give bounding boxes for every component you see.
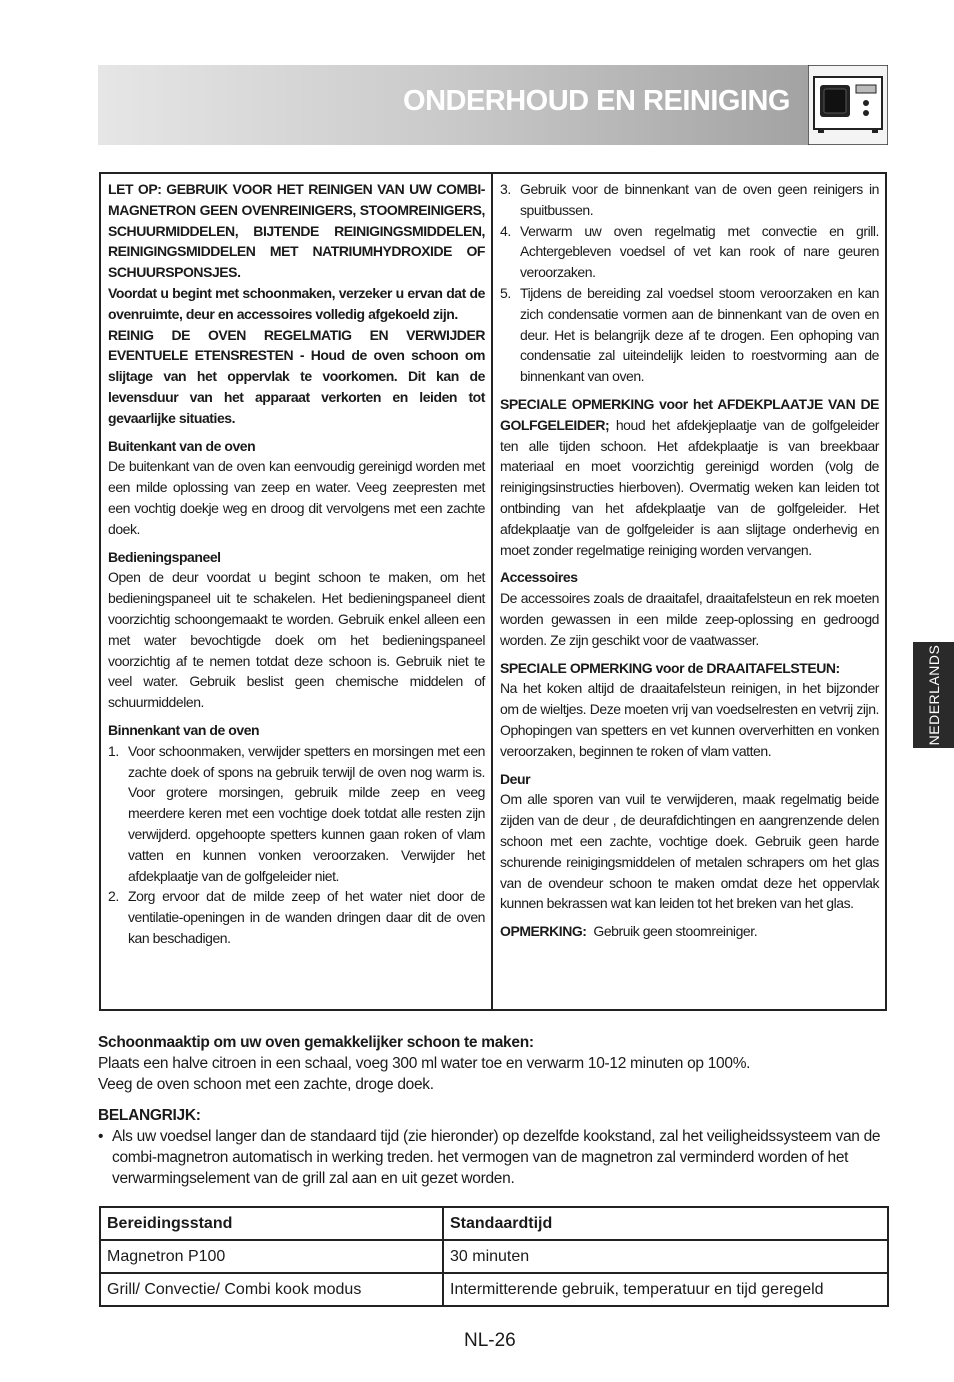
table-row [100, 1240, 888, 1273]
table-header-cell: Bereidingsstand [100, 1207, 443, 1240]
list-item: 1. Voor schoonmaken, verwijder spetters en morsingen met een zachte doek of spons na gebruik terwijl de oven nog warm is. Voor grotere morsingen, gebruik milde zeep en veeg meerdere keren met een vochtige doek totdat alle resten zijn verwijderd. opgehoopte spetters kunnen gaan roken of vlam vatten en kunnen vonken veroorzaken. Verwijder het afdekplaatje van de golfgeleider niet. [108, 742, 485, 884]
section-text-deur: Om alle sporen van vuil te verwijderen, maak regelmatig beide zijden van de deur , de deurafdichtingen en aangrenzende delen schoon met een zachte, vochtige doek. Gebruik geen harde schurende reinigingsmiddelen of metalen schrapers om het glas van de ovendeur schoon te maken omdat deze het oppervlak kunnen bekrassen wat kan leiden tot het breken van het glas. [500, 791, 879, 912]
binnenkant-list [108, 741, 485, 949]
turntable-note-text: Na het koken altijd de draaitafelsteun reinigen, in het bijzonder om de wieltjes. Deze moeten vrij van voedselresten en vetvrij zijn. Ophopingen van spetters en vet kunnen oververhitten en vonken veroorzaken, beginnen te roken of vlam vatten. [500, 680, 879, 759]
list-item: 2. Zorg ervoor dat de milde zeep of het water niet door de ventilatie-openingen in de wanden dringen daar dit de oven kan beschadigen. [108, 888, 485, 946]
section-title-accessoires: Accessoires [500, 569, 578, 586]
section-title-buitenkant: Buitenkant van de oven [108, 437, 256, 454]
table-cell: Magnetron P100 [100, 1240, 443, 1273]
opmerking-label: OPMERKING: [500, 923, 587, 940]
important-text: Als uw voedsel langer dan de standaard tijd (zie hieronder) op dezelfde kookstand, zal het veiligheidssysteem van de combi-magnetron automatisch in werking treden. het vermogen van de magnetron zal verminderd worden of het verwarmingselement van de grill zal aan en uit gezet worden. [112, 1128, 881, 1187]
binnenkant-list-continued [500, 179, 879, 387]
important-bullet [98, 1126, 890, 1189]
waveguide-note-title: SPECIALE OPMERKING voor het AFDEKPLAATJE VAN DE GOLFGELEIDER; [500, 395, 879, 433]
left-column [101, 174, 493, 1009]
language-tab-label: NEDERLANDS [925, 644, 942, 746]
section-text-accessoires: De accessoires zoals de draaitafel, draaitafelsteun en rek moeten worden gewassen in een milde zeep-oplossing en gedroogd worden. Ze zijn geschikt voor de vaatwasser. [500, 590, 879, 648]
tip-line-2: Veeg de oven schoon met een zachte, droge doek. [98, 1076, 434, 1093]
opmerking-text: Gebruik geen stoomreiniger. [593, 923, 758, 940]
section-text-buitenkant: De buitenkant van de oven kan eenvoudig gereinigd worden met een milde oplossing van zeep en water. Veeg zeepresten met een vochtig doekje weg en droog dit vervolgens met een zachte doek. [108, 458, 485, 537]
section-title-binnenkant: Binnenkant van de oven [108, 721, 260, 738]
language-tab [913, 642, 954, 748]
page-title: ONDERHOUD EN REINIGING [403, 85, 790, 117]
list-item: 4. Verwarm uw oven regelmatig met convectie en grill. Achtergebleven voedsel of vet kan rook of nare geuren veroorzaken. [500, 222, 879, 281]
content-box [99, 172, 887, 1011]
waveguide-note-text: houd het afdekjeplaatje van de golfgeleider ten alle tijden schoon. Het afdekplaatje is van breekbaar materiaal en moet voorzichtig gereinigd worden (volg de reinigingsinstructies hierboven). Overmatig weken kan leiden tot ontbinding van het afdekplaatje van de golfgeleider. Het afdekplaatje van de golfgeleider is aan slijtage onderhevig en moet zonder regelmatige reiniging worden vervangen. [500, 416, 879, 558]
section-title-deur: Deur [500, 770, 531, 787]
table-cell: Intermitterende gebruik, temperatuur en tijd geregeld [443, 1273, 888, 1306]
warning-cooling: Voordat u begint met schoonmaken, verzeker u ervan dat de ovenruimte, deur en accessoires volledig afgekoeld zijn. [108, 284, 485, 322]
page-number: NL-26 [464, 1330, 516, 1351]
table-header-cell: Standaardtijd [443, 1207, 888, 1240]
bullet-icon: • [98, 1128, 104, 1145]
table-row [100, 1273, 888, 1306]
section-title-bedieningspaneel: Bedieningspaneel [108, 548, 221, 565]
right-column [493, 174, 885, 1009]
warning-caps: LET OP: GEBRUIK VOOR HET REINIGEN VAN UW COMBI-MAGNETRON GEEN OVENREINIGERS, STOOMREINIGERS, SCHUURMIDDELEN, BIJTENDE REINIGINGSMIDDELEN, REINIGINGSMIDDELEN MET NATRIUMHYDROXIDE OF SCHUURSPONSJES. [108, 181, 485, 281]
tip-title: Schoonmaaktip om uw oven gemakkelijker schoon te maken: [98, 1034, 534, 1051]
opmerking [500, 921, 879, 942]
table-cell: 30 minuten [443, 1240, 888, 1273]
standard-time-table [99, 1206, 889, 1307]
page-header [98, 65, 888, 145]
list-item: 3. Gebruik voor de binnenkant van de oven geen reinigers in spuitbussen. [500, 181, 879, 218]
tip-line-1: Plaats een halve citroen in een schaal, voeg 300 ml water toe en verwarm 10-12 minuten op 100%. [98, 1055, 751, 1072]
waveguide-note [500, 394, 879, 560]
cleaning-tip [98, 1032, 890, 1189]
important-title: BELANGRIJK: [98, 1107, 201, 1124]
microwave-icon [808, 65, 888, 145]
table-cell: Grill/ Convectie/ Combi kook modus [100, 1273, 443, 1306]
table-header-row [100, 1207, 888, 1240]
warning-regular-cleaning: REINIG DE OVEN REGELMATIG EN VERWIJDER EVENTUELE ETENSRESTEN - Houd de oven schoon om slijtage van het oppervlak te voorkomen. Dit kan de levensduur van het apparaat verkorten en leiden tot gevaarlijke situaties. [108, 326, 485, 426]
list-item: 5. Tijdens de bereiding zal voedsel stoom veroorzaken en kan zich condensatie vormen aan de binnenkant van de oven en deur. Het is belangrijk deze af te drogen. Een ophoping van condensatie zal uiteindelijk leiden to roestvorming aan de binnenkant van oven. [500, 284, 879, 385]
section-text-bedieningspaneel: Open de deur voordat u begint schoon te maken, om het bedieningspaneel uit te schakelen. Het bedieningspaneel dient voorzichtig schoongemaakt te worden. Gebruik enkel alleen een met water bevochtigde doek om het bedieningspaneel voorzichtig af te nemen totdat deze schoon is. Gebruik niet te veel water. Gebruik beslist geen chemische middelen of schuurmiddelen. [108, 569, 485, 711]
turntable-note-title: SPECIALE OPMERKING voor de DRAAITAFELSTEUN: [500, 659, 840, 676]
